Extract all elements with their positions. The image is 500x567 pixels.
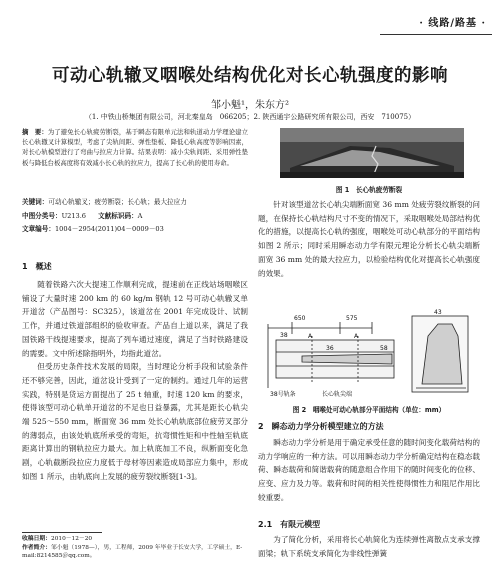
doc-code-value: A [137, 212, 143, 220]
figure-2-drawing [262, 306, 474, 398]
received-date: 2010－12－20 [51, 536, 93, 542]
dim-43: 43 [434, 309, 442, 316]
label-point-tip: 长心轨尖端 [322, 391, 353, 398]
section-2-1-heading: 2.1 有限元模型 [258, 520, 321, 529]
abstract-text: 为了避免长心轨疲劳断裂，基于瞬态有限单元法和轨道动力学理论建立长心轨辙叉计算模型，考虑了尖轨间距、弹性垫板、降低心轨高度等影响因素，对长心轨模型进行了弯曲与拉应力计算。结果表明：减小尖轨间距、采用弹性垫板与降低台板高度将有效减小长心轨的拉应力，提高了长心轨的使用寿命。 [22, 128, 249, 167]
section-2-heading: 2 瞬态动力学分析模型建立的方法 [258, 422, 384, 431]
section-1-heading: 1 概述 [22, 262, 52, 271]
footnote-rule [22, 532, 102, 533]
section-1-body [22, 278, 248, 484]
label-rail-bar: 38号轨条 [270, 391, 296, 398]
footnote [22, 535, 248, 561]
author-bio-label: 作者简介： [22, 544, 51, 551]
article-no-value: 1004－2954(2011)04－0009－03 [54, 225, 164, 233]
doc-code-label: 文献标识码： [98, 212, 138, 220]
label-section-a-left: A [308, 333, 313, 340]
section-2-paragraph: 瞬态动力学分析是用于确定承受任意的随时间变化载荷结构的动力学响应的一种方法。可以用瞬态动力学分析确定结构在稳态载荷、瞬态载荷和简谐载荷的随意组合作用下的随时间变化的位移、应变、应力及力等。载荷和时间的相关性使得惯性力和阻尼作用比较重要。 [258, 438, 480, 502]
affiliation: （1. 中铁山桥集团有限公司，河北秦皇岛 066205；2. 陕西通宇公路研究所有限公司，西安 710075） [84, 113, 416, 121]
fracture-photo-image [280, 128, 464, 178]
dim-36: 36 [326, 345, 334, 352]
authors: 邹小魁¹，朱东方² [210, 100, 290, 111]
dim-650: 650 [294, 315, 306, 322]
abstract [22, 127, 248, 168]
dim-575: 575 [346, 315, 358, 322]
figure-2-caption: 图 2 咽喉处可动心轨部分平面结构（单位：mm） [292, 406, 446, 414]
author-bio: 邹小魁（1978—），男，工程师，2009 年毕业于长安大学，工学硕士，E-mail:8214585＠qq.com。 [22, 544, 243, 559]
keywords-text: 可动心轨辙叉；疲劳断裂；长心轨；最大拉应力 [48, 198, 187, 206]
dim-58: 58 [380, 345, 388, 352]
figure-1-caption: 图 1 长心轨疲劳断裂 [335, 186, 403, 194]
received-label: 收稿日期： [22, 536, 51, 542]
section-tag: · 线路/路基 · [419, 18, 486, 29]
clc-value: U213.6 [61, 212, 86, 220]
clc-label: 中图分类号： [22, 212, 62, 220]
dim-38: 38 [280, 332, 288, 339]
paper-title: 可动心轨辙叉咽喉处结构优化对长心轨强度的影响 [52, 66, 448, 86]
abstract-label: 摘 要： [22, 128, 48, 136]
article-number [22, 223, 248, 233]
right-intro-paragraph: 针对该型道岔长心轨尖端断面宽 36 mm 处疲劳裂纹断裂的问题，在保持长心轨结构尺寸不变的情况下，采取咽喉处局部结构优化的措施，以提高长心轨的强度，咽喉处可动心轨部分的平面结构如图 2 所示；同时采用瞬态动力学有限元理论分析长心轨尖端断面宽 36 mm 处的最大拉应力，以检验结构优化对提高长心轨强度的效果。 [258, 200, 480, 278]
frog-plan-diagram [262, 306, 474, 398]
header-rule [380, 34, 492, 35]
article-no-label: 文章编号： [22, 225, 55, 233]
keywords-label: 关键词： [22, 198, 49, 206]
figure-1-photo [280, 128, 464, 178]
section-1-paragraph-1: 随着铁路六次大提速工作顺利完成，提速前在正线站场咽喉区铺设了大量时速 200 km 的 60 kg/m 钢轨 12 号可动心轨辙叉单开道岔（产品图号：SC325），该道岔在 2001 年完成设计、试制工作，并通过铁道部组织的验收审查。产品自上道以来，满足了我国铁路干线提速要求，提高了列车通过速度，满足了当时铁路建设的需要。文中所述除指明外，均指此道岔。 [22, 280, 248, 358]
label-section-a-right: A [354, 333, 359, 340]
classification-line [22, 210, 248, 220]
keywords [22, 196, 248, 206]
section-2-1-paragraph: 为了简化分析，采用将长心轨简化为连续弹性离散点支承支撑面梁；轨下系统支承简化为非线性弹簧 [258, 535, 480, 558]
section-1-paragraph-2: 但受历史条件技术发展的局限，当时理论分析手段和试验条件还不够完善，因此，道岔设计受到了一定的制约。通过几年的运营实践，特别是货运方面提出了 25 t 轴重，时速 120 km 的要求，使得该型可动心轨单开道岔的不足也日益暴露，尤其是距长心轨尖端 525～550 mm，断面宽 36 mm 处长心轨轨底部位疲劳叉部分的薄弱点，由该处轨底所承受的弯矩，抗弯惯性矩和中性轴至轨底距离计算出的钢轨拉应力最大。加上轨底加工不良，纵断面变化急剧，心轨截断段拉应力度低于母材等因素造成局部应力集中，形成如图 1 所示，由轨底向上发展的疲劳裂纹断裂[1-3]。 [22, 362, 248, 481]
